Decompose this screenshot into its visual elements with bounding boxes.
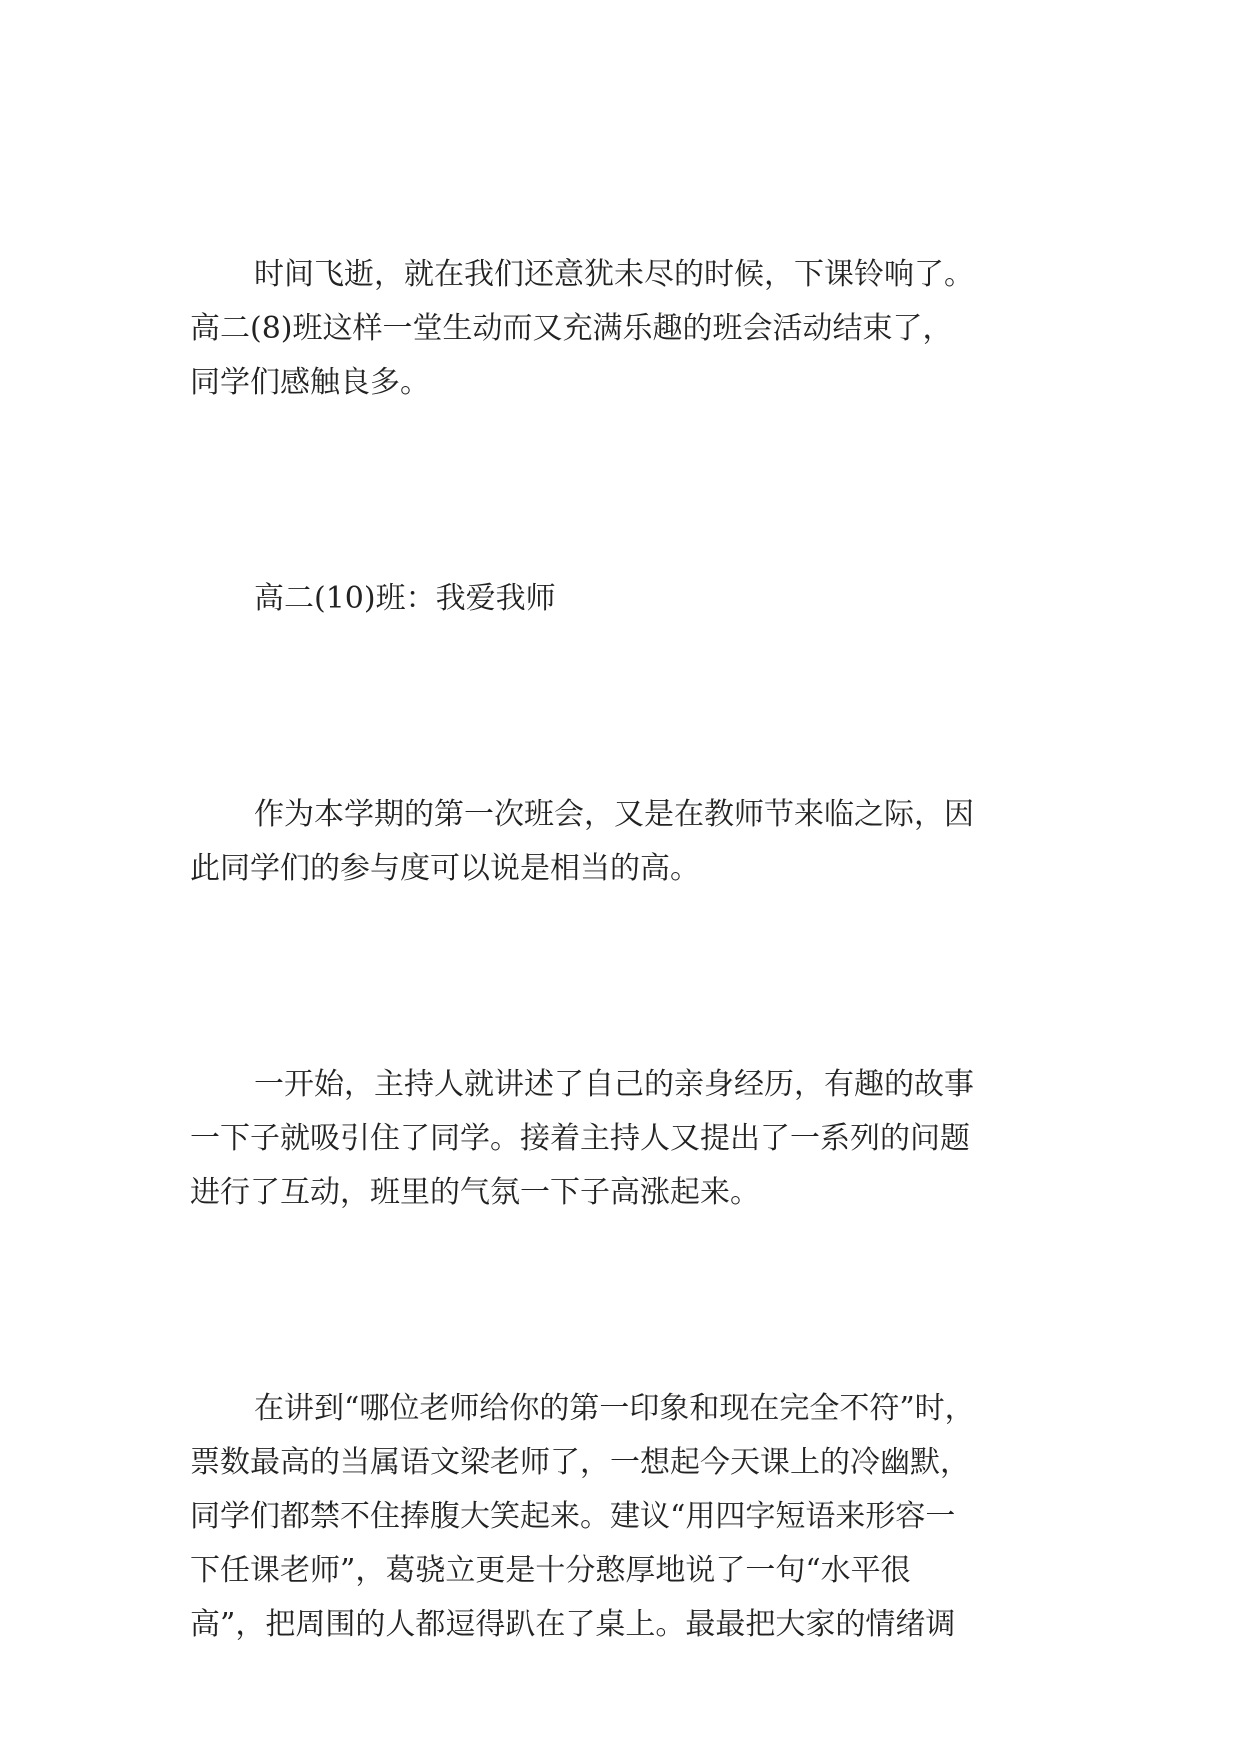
paragraph-teacher-impression [190,1382,1050,1652]
paragraph-gap [190,1220,1050,1382]
text-line: 时间飞逝，就在我们还意犹未尽的时候，下课铃响了。 [254,257,974,292]
section-heading: 高二(10)班：我爱我师 [254,581,556,616]
text-line: 作为本学期的第一次班会，又是在教师节来临之际，因 [254,797,974,832]
text-line: 高”，把周围的人都逗得趴在了桌上。最最把大家的情绪调 [190,1607,956,1642]
text-line: 一开始，主持人就讲述了自己的亲身经历，有趣的故事 [254,1067,974,1102]
paragraph-gap [190,410,1050,572]
paragraph-first-class-meeting [190,788,1050,896]
paragraph-host-story [190,1058,1050,1220]
text-line: 下任课老师”，葛骁立更是十分憨厚地说了一句“水平很 [190,1553,911,1588]
text-line: 在讲到“哪位老师给你的第一印象和现在完全不符”时， [254,1391,975,1426]
document-body [190,248,1050,1652]
text-line: 票数最高的当属语文梁老师了，一想起今天课上的冷幽默， [190,1445,970,1480]
text-line: 进行了互动，班里的气氛一下子高涨起来。 [190,1175,760,1210]
section-heading-class-10 [190,572,1050,626]
text-line: 高二(8)班这样一堂生动而又充满乐趣的班会活动结束了， [190,311,953,346]
text-line: 同学们都禁不住捧腹大笑起来。建议“用四字短语来形容一 [190,1499,956,1534]
paragraph-gap [190,626,1050,788]
text-line: 此同学们的参与度可以说是相当的高。 [190,851,700,886]
paragraph-class-8-ending [190,248,1050,410]
text-line: 同学们感触良多。 [190,365,430,400]
text-line: 一下子就吸引住了同学。接着主持人又提出了一系列的问题 [190,1121,970,1156]
paragraph-gap [190,896,1050,1058]
